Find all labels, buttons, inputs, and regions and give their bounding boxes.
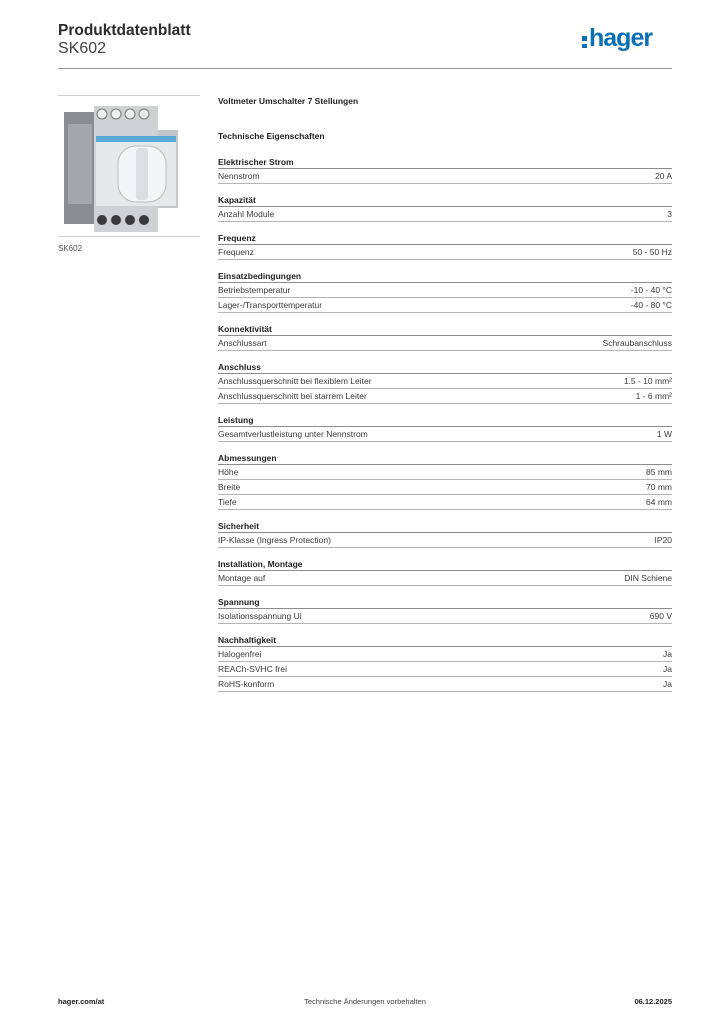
spec-label: IP-Klasse (Ingress Protection) — [218, 535, 331, 545]
spec-group — [218, 414, 672, 442]
spec-group-title: Anschluss — [218, 361, 672, 374]
spec-value: 85 mm — [646, 467, 672, 477]
product-name: Voltmeter Umschalter 7 Stellungen — [218, 96, 359, 106]
spec-value: 1 - 6 mm² — [635, 391, 672, 401]
spec-row — [218, 427, 672, 442]
spec-label: Höhe — [218, 467, 239, 477]
spec-label: REACh-SVHC frei — [218, 664, 287, 674]
spec-label: Anschlussquerschnitt bei flexiblem Leiter — [218, 376, 372, 386]
spec-value: -10 - 40 °C — [630, 285, 672, 295]
spec-label: Frequenz — [218, 247, 254, 257]
spec-row — [218, 677, 672, 692]
spec-row — [218, 336, 672, 351]
spec-group-title: Installation, Montage — [218, 558, 672, 571]
spec-group — [218, 323, 672, 351]
spec-value: 3 — [667, 209, 672, 219]
section-title: Technische Eigenschaften — [218, 131, 325, 141]
page-header — [58, 20, 672, 68]
product-photo — [58, 95, 200, 237]
spec-table — [218, 156, 672, 702]
spec-label: Lager-/Transporttemperatur — [218, 300, 323, 310]
spec-row — [218, 389, 672, 404]
spec-value: 20 A — [654, 171, 672, 181]
footer-date: 06.12.2025 — [634, 997, 672, 1006]
spec-value: 64 mm — [646, 497, 672, 507]
spec-group-title: Sicherheit — [218, 520, 672, 533]
spec-row — [218, 245, 672, 260]
spec-value: -40 - 80 °C — [630, 300, 672, 310]
spec-value: 690 V — [649, 611, 672, 621]
footer-website: hager.com/at — [58, 997, 105, 1006]
spec-group-title: Konnektivität — [218, 323, 672, 336]
document-subtitle: SK602 — [58, 40, 107, 57]
spec-row — [218, 647, 672, 662]
logo-text: hager — [589, 24, 653, 52]
spec-label: Anschlussquerschnitt bei starrem Leiter — [218, 391, 367, 401]
spec-row — [218, 495, 672, 510]
hager-logo — [582, 24, 672, 54]
spec-row — [218, 207, 672, 222]
spec-row — [218, 169, 672, 184]
spec-group-title: Spannung — [218, 596, 672, 609]
spec-group-title: Kapazität — [218, 194, 672, 207]
spec-group-title: Einsatzbedingungen — [218, 270, 672, 283]
spec-value: DIN Schiene — [624, 573, 672, 583]
spec-row — [218, 571, 672, 586]
spec-value: Ja — [663, 664, 672, 674]
spec-row — [218, 283, 672, 298]
spec-label: RoHS-konform — [218, 679, 275, 689]
photo-caption: SK602 — [58, 244, 83, 253]
spec-value: Schraubanschluss — [602, 338, 672, 348]
spec-row — [218, 609, 672, 624]
spec-group — [218, 634, 672, 692]
spec-group — [218, 558, 672, 586]
spec-row — [218, 465, 672, 480]
spec-group — [218, 156, 672, 184]
spec-value: 1 W — [656, 429, 672, 439]
spec-group — [218, 270, 672, 313]
spec-value: 70 mm — [646, 482, 672, 492]
spec-row — [218, 533, 672, 548]
spec-label: Anzahl Module — [218, 209, 275, 219]
spec-label: Betriebstemperatur — [218, 285, 291, 295]
spec-group-title: Abmessungen — [218, 452, 672, 465]
spec-row — [218, 298, 672, 313]
spec-value: Ja — [663, 649, 672, 659]
spec-group — [218, 452, 672, 510]
spec-value: 50 - 50 Hz — [632, 247, 672, 257]
document-title: Produktdatenblatt — [58, 22, 191, 39]
spec-group-title: Elektrischer Strom — [218, 156, 672, 169]
spec-label: Isolationsspannung Ui — [218, 611, 302, 621]
spec-label: Montage auf — [218, 573, 266, 583]
spec-value: IP20 — [654, 535, 672, 545]
footer-notice: Technische Änderungen vorbehalten — [304, 997, 426, 1006]
spec-label: Breite — [218, 482, 241, 492]
spec-label: Anschlussart — [218, 338, 267, 348]
spec-row — [218, 662, 672, 677]
header-divider — [58, 68, 672, 69]
spec-label: Nennstrom — [218, 171, 260, 181]
spec-label: Halogenfrei — [218, 649, 262, 659]
spec-label: Tiefe — [218, 497, 237, 507]
spec-group — [218, 232, 672, 260]
spec-value: 1.5 - 10 mm² — [623, 376, 672, 386]
spec-group — [218, 194, 672, 222]
logo-dots-icon — [582, 36, 587, 51]
spec-row — [218, 480, 672, 495]
spec-group — [218, 520, 672, 548]
spec-value: Ja — [663, 679, 672, 689]
spec-group-title: Nachhaltigkeit — [218, 634, 672, 647]
spec-group — [218, 361, 672, 404]
spec-label: Gesamtverlustleistung unter Nennstrom — [218, 429, 368, 439]
spec-group-title: Frequenz — [218, 232, 672, 245]
spec-group — [218, 596, 672, 624]
spec-group-title: Leistung — [218, 414, 672, 427]
spec-row — [218, 374, 672, 389]
